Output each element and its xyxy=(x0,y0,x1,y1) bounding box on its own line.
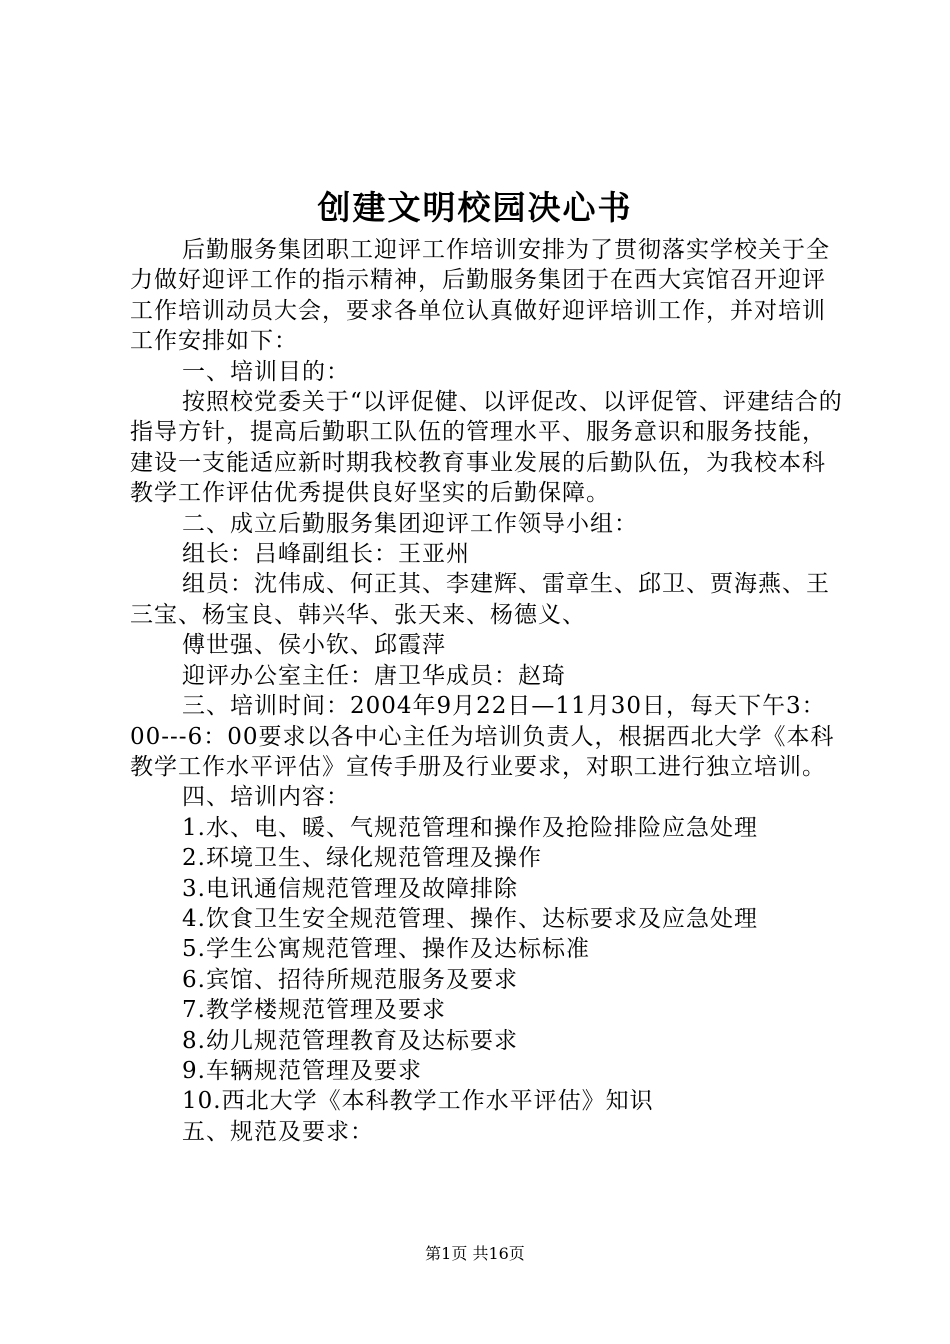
list-item: 4.饮食卫生安全规范管理、操作、达标要求及应急处理 xyxy=(182,905,758,932)
paragraph: 迎评办公室主任：唐卫华成员：赵琦 xyxy=(182,662,566,689)
list-item: 6.宾馆、招待所规范服务及要求 xyxy=(182,966,518,993)
paragraph: 组长：吕峰副组长：王亚州 xyxy=(182,541,470,568)
list-item: 7.教学楼规范管理及要求 xyxy=(182,997,446,1024)
page-number-footer: 第1页 共16页 xyxy=(425,1244,525,1263)
list-item: 1.水、电、暖、气规范管理和操作及抢险排险应急处理 xyxy=(182,814,758,841)
document-title: 创建文明校园决心书 xyxy=(317,188,633,227)
list-item: 9.车辆规范管理及要求 xyxy=(182,1057,422,1084)
list-item: 3.电讯通信规范管理及故障排除 xyxy=(182,875,518,902)
paragraph: 傅世强、侯小钦、邱霞萍 xyxy=(182,632,446,659)
section-heading: 五、规范及要求： xyxy=(182,1118,374,1145)
paragraph: 三、培训时间：2004年9月22日—11月30日，每天下午3：00---6：00要求以各中心主任为培训负责人，根据西北大学《本科教学工作水平评估》宣传手册及行业要求，对职工进行独立培训。 xyxy=(130,693,835,780)
list-item: 2.环境卫生、绿化规范管理及操作 xyxy=(182,845,542,872)
paragraph: 按照校党委关于“以评促健、以评促改、以评促管、评建结合的指导方针，提高后勤职工队伍的管理水平、服务意识和服务技能，建设一支能适应新时期我校教育事业发展的后勤队伍，为我校本科教学工作评估优秀提供良好坚实的后勤保障。 xyxy=(130,389,843,507)
section-heading: 二、成立后勤服务集团迎评工作领导小组： xyxy=(182,510,638,537)
list-item: 8.幼儿规范管理教育及达标要求 xyxy=(182,1027,518,1054)
paragraph: 后勤服务集团职工迎评工作培训安排为了贯彻落实学校关于全力做好迎评工作的指示精神，后勤服务集团于在西大宾馆召开迎评工作培训动员大会，要求各单位认真做好迎评培训工作，并对培训工作安排如下： xyxy=(130,237,830,355)
section-heading: 一、培训目的： xyxy=(182,358,350,385)
section-heading: 四、培训内容： xyxy=(182,784,350,811)
list-item: 5.学生公寓规范管理、操作及达标标准 xyxy=(182,936,590,963)
list-item: 10.西北大学《本科教学工作水平评估》知识 xyxy=(182,1088,654,1115)
paragraph: 组员：沈伟成、何正其、李建辉、雷章生、邱卫、贾海燕、王三宝、杨宝良、韩兴华、张天来、杨德义、 xyxy=(130,571,830,628)
document-body xyxy=(130,235,845,1147)
